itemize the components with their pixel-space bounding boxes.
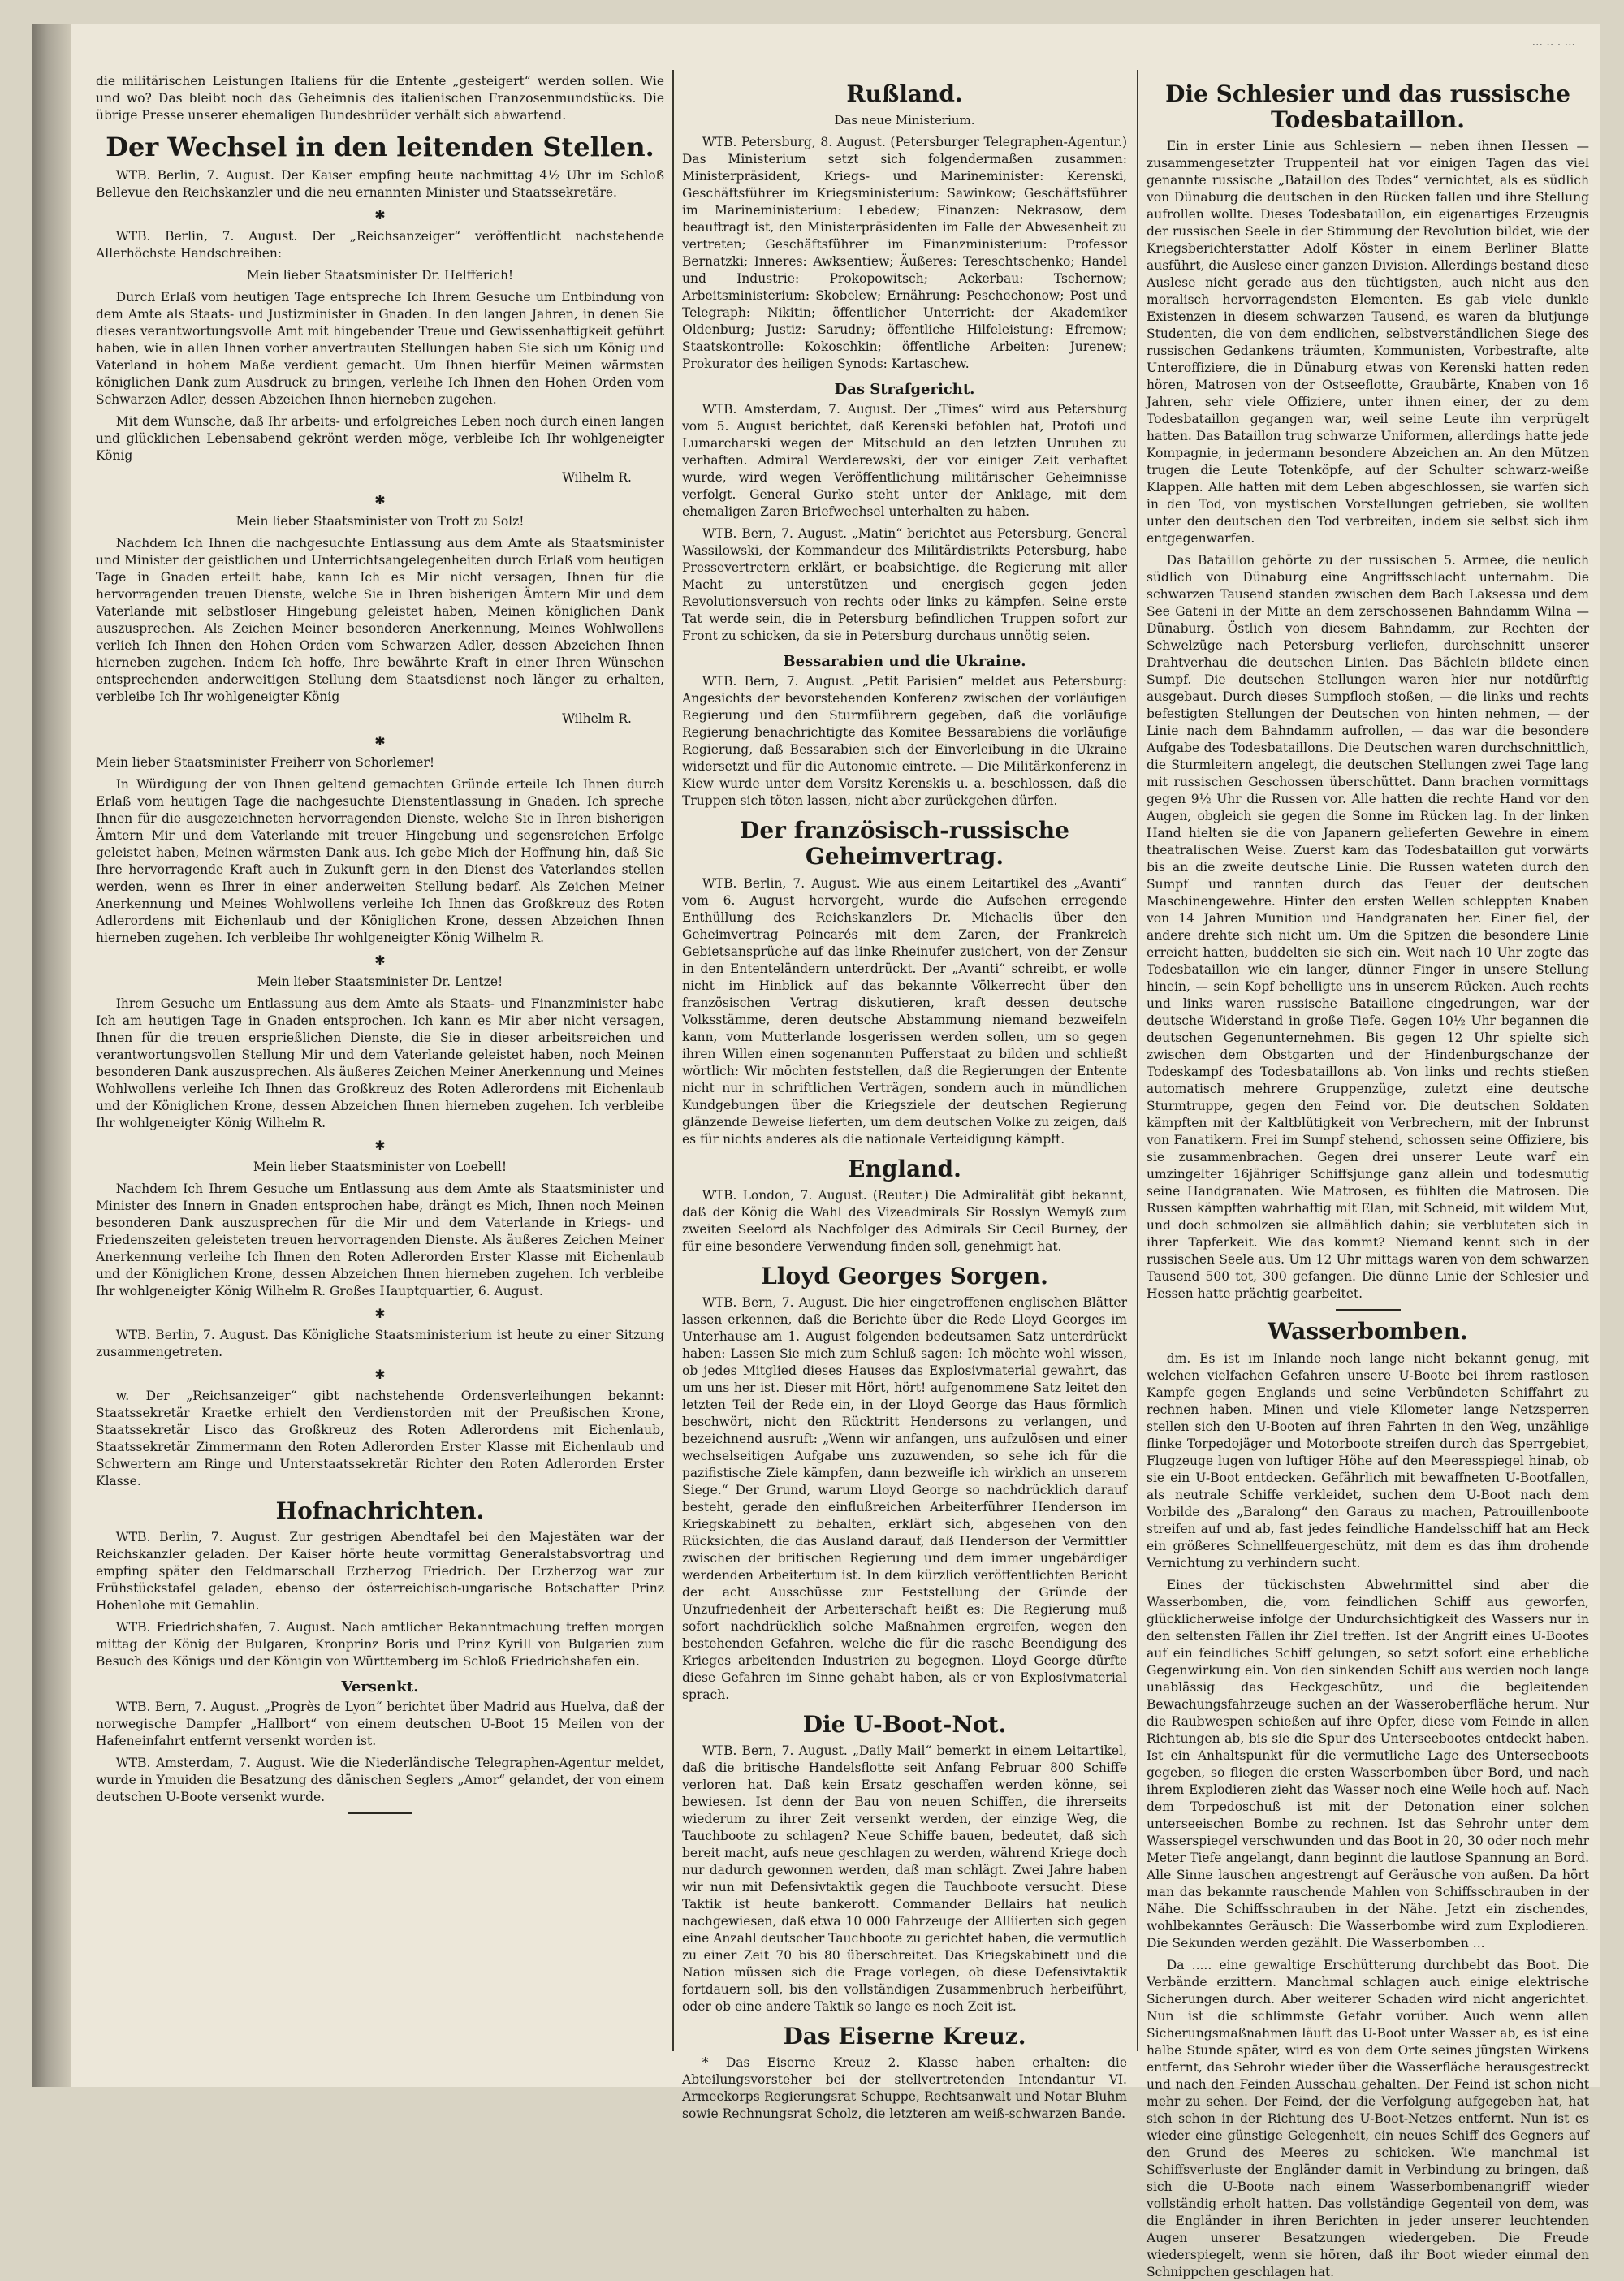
- article-paragraph: Ein in erster Linie aus Schlesiern — neben ihnen Hessen — zusammengesetzter Truppenteil hat vor einigen Tagen das viel genannte russische „Bataillon des Todes“ vernichtet, als es südlich von Dünaburg die deutschen in den Rücken fallen und ihre Stellung aufrollen wollte. Dieses Todesbataillon, ein eigenartiges Erzeugnis der russischen Seele in der Stimmung der Revolution bildet, wie der Kriegsberichterstatter Adolf Köster in einem Berliner Blatte ausführt, die Auslese einer ganzen Division. Allerdings bestand diese Auslese nicht gerade aus den tüchtigsten, auch nicht aus den moralisch hervorragendsten Elementen. Es gab viele dunkle Existenzen in diesem schwarzen Tausend, es waren da blutjunge Studenten, die von dem endlichen, selbstverständlichen Siege des russischen Gedankens träumten, Kommunisten, Vorbestrafte, alte Unteroffiziere, die in Dünaburg etwas von Kerenski hatten reden hören, Matrosen von der Ostseeflotte, Graubärte, Knaben von 16 Jahren, sehr viele Offiziere, unter ihnen einer, der zu dem Todesbataillon gegangen war, weil seine Leute ihn verprügelt hatten. Das Bataillon trug schwarze Uniformen, allerdings hatte jede Kompagnie, in jedermann besondere Abzeichen an. An den Mützen trugen die Leute Totenköpfe, auf der Schulter schwarz-weiße Klappen. Alle hatten mit dem Leben abgeschlossen, sie warfen sich in den Tod, von mystischen Vorstellungen getrieben, sie wollten unter den deutschen den Tod verbreiten, indem sie selbst sich ihm entgegenwarfen.: [1147, 139, 1589, 546]
- letter-text: In Würdigung der von Ihnen geltend gemachten Gründe erteile Ich Ihnen durch Erlaß vom heutigen Tage die nachgesuchte Dienstentlassung in Gnaden. Ich spreche Ihnen für die ausgezeichneten hervorragenden Dienste, welche Sie in Ihren bisherigen Ämtern Mir und dem Vaterlande mit treuer Hingebung und segensreichen Erfolge geleistet haben, Meinen wärmsten Dank aus. Ich gebe Mich der Hoffnung hin, daß Sie Ihre hervorragende Kraft auch in Zukunft gern in den Dienst des Vaterlandes stellen werden, wenn es Ihrer in einer anderweiten Stellung bedarf. Als Zeichen Meiner Anerkennung und Meines Wohlwollens verleihe Ich Ihnen das Großkreuz des Roten Adlerordens mit Eichenlaub und der Königlichen Krone, dessen Abzeichen Ihnen hierneben zugehen. Ich verbleibe Ihr wohlgeneigter König Wilhelm R.: [96, 776, 664, 945]
- column-right: [1147, 73, 1589, 2279]
- separator-star: ✱: [374, 732, 386, 749]
- signature: Wilhelm R.: [562, 469, 632, 485]
- page-mark: ... .. . ...: [1531, 36, 1575, 49]
- column-rule: [1137, 70, 1138, 2051]
- article-paragraph: WTB. Bern, 7. August. „Daily Mail“ bemerkt in einem Leitartikel, daß die britische Handelsflotte seit Anfang Februar 800 Schiffe verloren hat. Daß kein Ersatz geschaffen werden könne, sei bewiesen. Ist denn der Bau von neuen Schiffen, die ihrerseits wiederum zu ihrer Zeit versenkt werden, der einzige Weg, die Tauchboote zu schlagen? Neue Schiffe bauen, bedeutet, daß sich bereit macht, aufs neue geschlagen zu werden, während Kriege doch nur dadurch gewonnen werden, daß man schlägt. Zwei Jahre haben wir nun mit Defensivtaktik gegen die Tauchboote versucht. Diese Taktik ist heute bankerott. Commander Bellairs hat neulich nachgewiesen, daß etwa 10 000 Fahrzeuge der Alliierten sich gegen eine Anzahl deutscher Tauchboote zu gerichtet haben, die vermutlich zu einer Zeit 70 bis 80 überschreitet. Das Kriegskabinett und die Nation müssen sich die Frage vorlegen, ob diese Defensivtaktik fortdauern soll, bis den vollständigen Zusammenbruch herbeiführt, oder ob eine andere Taktik so lange es noch Zeit ist.: [682, 1743, 1127, 2015]
- headline-england: England.: [848, 1155, 961, 1182]
- binding-gutter: [32, 24, 71, 2087]
- headline-versenkt: Versenkt.: [341, 1678, 419, 1696]
- headline-hofnachrichten: Hofnachrichten.: [275, 1497, 485, 1524]
- letter-text: Mit dem Wunsche, daß Ihr arbeits- und erfolgreiches Leben noch durch einen langen und glücklichen Lebensabend gekrönt werden möge, verbleibe Ich Ihr wohlgeneigter König: [96, 413, 664, 463]
- column-rule: [672, 70, 674, 2051]
- letter-text: Nachdem Ich Ihrem Gesuche um Entlassung aus dem Amte als Staatsminister und Minister des Innern in Gnaden entsprochen habe, drängt es Mich, Ihnen noch Meinen besonderen Dank auszusprechen für die Mir und dem Vaterlande in Kriegs- und Friedenszeiten geleisteten treuen hervorragenden Dienste. Als äußeres Zeichen Meiner Anerkennung verleihe Ich Ihnen den Roten Adlerorden Erster Klasse mit Eichenlaub und der Königlichen Krone, dessen Abzeichen Ihnen hierneben zugehen. Ich verbleibe Ihr wohlgeneigter König Wilhelm R. Großes Hauptquartier, 6. August.: [96, 1181, 664, 1298]
- headline-russland: Rußland.: [846, 80, 963, 107]
- end-rule: [348, 1812, 412, 1814]
- article-paragraph: WTB. Petersburg, 8. August. (Petersburger Telegraphen-Agentur.) Das Ministerium setzt sich folgendermaßen zusammen: Ministerpräsident, Kriegs- und Marineminister: Kerenski, Geschäftsführer im Kriegsministerium: Sawinkow; Geschäftsführer im Marineministerium: Lebedew; Finanzen: Nekrasow, dem beauftragt ist, den Ministerpräsidenten im Falle der Abwesenheit zu vertreten; Geschäftsführer im Finanzministerium: Professor Bernatzki; Inneres: Awksentiew; Äußeres: Tereschtschenko; Handel und Industrie: Prokopowitsch; Ackerbau: Tschernow; Arbeitsministerium: Skobelew; Ernährung: Peschechonow; Post und Telegraph: Nikitin; öffentlicher Unterricht: der Akademiker Oldenburg; Justiz: Sarudny; öffentliche Hilfeleistung: Efremow; Staatskontrolle: Kokoschkin; öffentliche Arbeiten: Jurenew; Prokurator des heiligen Synods: Kartaschew.: [682, 135, 1127, 372]
- article-paragraph: WTB. Bern, 7. August. „Progrès de Lyon“ berichtet über Madrid aus Huelva, daß der norwegische Dampfer „Hallbort“ von einem deutschen U-Boot 15 Meilen von der Hafeneinfahrt entfernt versenkt worden ist.: [96, 1699, 664, 1748]
- separator-star: ✱: [374, 1366, 386, 1382]
- article-paragraph: WTB. Berlin, 7. August. Wie aus einem Leitartikel des „Avanti“ vom 6. August hervorgeht, wurde die Aufsehen erregende Enthüllung des Reichskanzlers Dr. Michaelis über den Geheimvertrag Poincarés mit dem Zaren, der Frankreich Gebietsansprüche auf das linke Rheinufer zusichert, von der Zensur in den Ententeländern unterdrückt. Der „Avanti“ schreibt, er wolle nicht im Hinblick auf das bekannte Völkerrecht über den französischen Vertrag diskutieren, kraft dessen deutsche Volksstämme, deren deutsche Abstammung niemand bezweifeln kann, vom Mutterlande losgerissen werden sollen, um so gegen ihren Willen einen sogenannten Pufferstaat zu bilden und schließt wörtlich: Wir möchten feststellen, daß die Regierungen der Entente nicht nur in schriftlichen Verträgen, sondern auch in mündlichen Kundgebungen über die Kriegsziele der deutschen Regierung glänzende Beweise lieferten, um dem deutschen Volke zu zeigen, daß es für nichts anderes als die nationale Verteidigung kämpft.: [682, 875, 1127, 1147]
- article-paragraph: w. Der „Reichsanzeiger“ gibt nachstehende Ordensverleihungen bekannt: Staatssekretär Kraetke erhielt den Verdienstorden mit der Preußischen Krone, Staatssekretär Lisco das Großkreuz des Roten Adlerordens mit Eichenlaub, Staatssekretär Zimmermann den Roten Adlerorden Erster Klasse mit Eichenlaub und Schwertern am Ringe und Unterstaatssekretär Richter den Roten Adlerorden Erster Klasse.: [96, 1388, 664, 1488]
- article-paragraph: Eines der tückischsten Abwehrmittel sind aber die Wasserbomben, die, vom feindlichen Schiff aus geworfen, glücklicherweise infolge der Undurchsichtigkeit des Wassers nur in den seltensten Fällen ihr Ziel treffen. Ist der Angriff eines U-Bootes auf ein feindliches Schiff gelungen, so setzt sofort eine erhebliche Gegenwirkung ein. Von den sinkenden Schiff aus werden noch lange unablässig das Heckgeschütz, und die begleitenden Bewachungsfahrzeuge suchen an der Wasseroberfläche herum. Nur die Raubwespen schießen auf ihre Opfer, diese vom Feinde in allen Richtungen ab, bis sie die Spur des Unterseebootes entdeckt haben. Ist ein Anhaltspunkt für die vermutliche Lage des Unterseeboots gegeben, so fliegen die ersten Wasserbomben über Bord, und nach ihrem Explodieren zieht das Wasser noch eine Weile hoch auf. Nach dem Torpedoschuß ist mit der Detonation einer solchen unterseeischen Bombe zu rechnen. Ist das Sehrohr unter dem Wasserspiegel verschwunden und das Boot in 20, 30 oder noch mehr Meter Tiefe angelangt, dann beginnt die lautlose Spannung an Bord. Alle Sinne lauschen angestrengt auf Geräusche von außen. Da hört man das bekannte rauschende Mahlen von Schiffsschrauben in der Nähe. Die Schiffsschrauben in der Nähe. Jetzt ein zischendes, wohlbekanntes Geräusch: Die Wasserbombe wird zum Explodieren. Die Sekunden werden gezählt. Die Wasserbomben ...: [1147, 1577, 1589, 1951]
- article-paragraph: WTB. Berlin, 7. August. Das Königliche Staatsministerium ist heute zu einer Sitzung zusammengetreten.: [96, 1327, 664, 1359]
- article-paragraph: dm. Es ist im Inlande noch lange nicht bekannt genug, mit welchen vielfachen Gefahren unsere U-Boote bei ihrem rastlosen Kampfe gegen Englands und seine Verbündeten Schiffahrt zu rechnen haben. Minen und viele Kilometer lange Netzsperren stellen sich den U-Booten auf ihren Fahrten in den Weg, unzählige flinke Torpedojäger und Motorboote streifen durch das Sperrgebiet, Flugzeuge lugen von luftiger Höhe auf den Meeresspiegel hinab, ob sie ein U-Boot entdecken. Gefährlich mit bewaffneten U-Bootfallen, als neutrale Schiffe verkleidet, suchen dem U-Boot nach dem Vorbilde des „Baralong“ den Garaus zu machen, Patrouillenboote streifen auf und ab, fast jedes feindliche Handelsschiff hat am Heck ein größeres Schnellfeuergeschütz, mit dem es das ihm drohende Vernichtung zu verhindern sucht.: [1147, 1350, 1589, 1570]
- column-middle: [682, 73, 1127, 2122]
- article-paragraph: WTB. Bern, 7. August. „Petit Parisien“ meldet aus Petersburg: Angesichts der bevorstehenden Konferenz zwischen der vorläufigen Regierung und den Sturmführern gegeben, daß die vorläufige Regierung benachrichtigte das Komitee Bessarabiens die vorläufige Regierung, daß Bessarabien sich der Einverleibung in die Ukraine widersetzt und für die Autonomie eintrete. — Die Militärkonferenz in Kiew wurde unter dem Vorsitz Kerenskis u. a. beschlossen, daß die Truppen sich töten lassen, nicht aber zurückgehen dürfen.: [682, 674, 1127, 809]
- article-paragraph: WTB. Bern, 7. August. „Matin“ berichtet aus Petersburg, General Wassilowski, der Kommandeur des Militärdistrikts Petersburg, habe Pressevertretern erklärt, er beabsichtige, die Regierung mit aller Macht zu unterstützen und energisch gegen jeden Revolutionsversuch von rechts oder links zu kämpfen. Seine erste Tat werde sein, die in Petersburg befindlichen Truppen sofort zur Front zu schicken, da sie in Petersburg durchaus unnötig seien.: [682, 526, 1127, 644]
- subheadline-strafgericht: Das Strafgericht.: [834, 381, 975, 399]
- subheadline-bessarabien: Bessarabien und die Ukraine.: [783, 653, 1026, 671]
- separator-star: ✱: [374, 952, 386, 968]
- article-paragraph: WTB. Berlin, 7. August. Der „Reichsanzeiger“ veröffentlicht nachstehende Allerhöchste Handschreiben:: [96, 228, 664, 261]
- article-paragraph: WTB. London, 7. August. (Reuter.) Die Admiralität gibt bekannt, daß der König die Wahl des Vizeadmirals Sir Rosslyn Wemyß zum zweiten Seelord als Nachfolger des Admirals Sir Cecil Burney, der für eine besondere Verwendung finden soll, genehmigt hat.: [682, 1187, 1127, 1254]
- separator-star: ✱: [374, 1305, 386, 1321]
- article-paragraph: WTB. Friedrichshafen, 7. August. Nach amtlicher Bekanntmachung treffen morgen mittag der König der Bulgaren, Kronprinz Boris und Prinz Kyrill von Bulgarien zum Besuch des Königs und der Königin von Württemberg im Schloß Friedrichshafen ein.: [96, 1619, 664, 1669]
- headline-eisernes-kreuz: Das Eiserne Kreuz.: [783, 2023, 1026, 2050]
- letter-address: Mein lieber Staatsminister Dr. Lentze!: [257, 974, 503, 989]
- newspaper-page: [32, 24, 1600, 2279]
- separator-star: ✱: [374, 491, 386, 508]
- headline-geheimvertrag: Der französisch-russische Geheimvertrag.: [740, 817, 1069, 870]
- section-rule: [1336, 1309, 1401, 1311]
- article-paragraph: WTB. Berlin, 7. August. Zur gestrigen Abendtafel bei den Majestäten war der Reichskanzler geladen. Der Kaiser hörte heute vormittag Generalstabsvortrag und empfing später den Feldmarschall Erzherzog Friedrich. Der Erzherzog war zur Frühstückstafel geladen, ebenso der österreichisch-ungarische Botschafter Prinz Hohenlohe mit Gemahlin.: [96, 1529, 664, 1613]
- headline-wechsel: Der Wechsel in den leitenden Stellen.: [106, 132, 654, 162]
- letter-text: Durch Erlaß vom heutigen Tage entspreche Ich Ihrem Gesuche um Entbindung von dem Amte als Staats- und Justizminister in Gnaden. In den langen Jahren, in denen Sie dieses verantwortungsvolle Amt mit hingebender Treue und Gewissenhaftigkeit geführt haben, wie in allen Ihnen vorher anvertrauten Stellungen haben Sie sich um König und Vaterland in hohem Maße verdient gemacht. Um Ihnen hierfür Meinen wärmsten königlichen Dank zum Ausdruck zu bringen, verleihe Ich Ihnen den Hohen Orden vom Schwarzen Adler, dessen Abzeichen Ihnen hierneben zugehen.: [96, 289, 664, 407]
- headline-wasserbomben: Wasserbomben.: [1268, 1318, 1468, 1346]
- letter-address: Mein lieber Staatsminister von Trott zu Solz!: [235, 513, 525, 529]
- letter-text: Nachdem Ich Ihnen die nachgesuchte Entlassung aus dem Amte als Staatsminister und Minister der geistlichen und Unterrichtsangelegenheiten durch Erlaß vom heutigen Tage in Gnaden erteilt habe, kann Ich es Mir nicht versagen, Ihnen für die hervorragenden treuen Dienste, welche Sie in Ihren bisherigen Ämtern Mir und dem Vaterlande mit selbstloser Hingebung geleistet haben, Meinen königlichen Dank auszusprechen. Als Zeichen Meiner besonderen Anerkennung, Meines Wohlwollens verlieh Ich Ihnen den Hohen Orden vom Schwarzen Adler, dessen Abzeichen Ihnen hierneben zugehen. Indem Ich hoffe, Ihre bewährte Kraft in einer Ihren Wünschen entsprechenden anderweitigen Stellung dem Staatsdienst noch länger zu erhalten, verbleibe Ich Ihr wohlgeneigter König: [96, 535, 664, 704]
- article-paragraph: Da ..... eine gewaltige Erschütterung durchbebt das Boot. Die Verbände erzittern. Manchmal schlagen auch einige elektrische Sicherungen durch. Aber weiterer Schaden wird nicht angerichtet. Nun ist die schlimmste Gefahr vorüber. Auch wenn allen Sicherungsmaßnahmen läuft das U-Boot unter Wasser ab, es ist eine halbe Stunde später, wird es von dem Orte seines jüngsten Wirkens entfernt, das Sehrohr wieder über die Wasserfläche herausgestreckt und nach den Feinden Ausschau gehalten. Der Feind ist schon nicht mehr zu sehen. Der Feind, der die Verfolgung aufgegeben hat, hat sich schon in der Richtung des U-Boot-Netzes entfernt. Nun ist es wieder eine günstige Gelegenheit, ein neues Schiff des Gegners auf den Grund des Meeres zu schicken. Wie manchmal ist Schiffsverluste der Engländer damit in Verbindung zu bringen, daß sich die U-Boote nach einem Wasserbombenangriff wieder vollständig erholt hatten. Das vollständige Gegenteil von dem, was die Engländer in ihren Berichten in jeder unserer leuchtenden Augen unserer Besatzungen wiedergeben. Die Freude wiederspiegelt, wenn sie hören, daß ihr Boot wieder einmal den Schnippchen geschlagen hat.: [1147, 1957, 1589, 2279]
- article-paragraph: WTB. Amsterdam, 7. August. Der „Times“ wird aus Petersburg vom 5. August berichtet, daß Kerenski befohlen hat, Protofi und Lumarcharski wegen der Mitschuld an den letzten Unruhen zu verhaften. Admiral Werderewski, der vor einiger Zeit verhaftet wurde, wird wegen Veröffentlichung militärischer Geheimnisse verfolgt. General Gurko steht unter der Anklage, mit dem ehemaligen Zaren Briefwechsel unterhalten zu haben.: [682, 402, 1127, 520]
- article-paragraph: WTB. Bern, 7. August. Die hier eingetroffenen englischen Blätter lassen erkennen, daß die Berichte über die Rede Lloyd Georges im Unterhause am 1. August folgenden bedeutsamen Satz unterdrückt haben: Lassen Sie mich zum Schluß sagen: Ich möchte wohl wissen, ob jedes Mitglied dieses Hauses das Explosivmaterial gewahrt, das um uns her ist. Dieser mit Hört, hört! aufgenommene Satz leitet den letzten Teil der Rede ein, in der Lloyd George das Haus förmlich beschwört, nicht den Rücktritt Hendersons zu verlangen, und bezeichnend ausruft: „Wenn wir anfangen, uns aufzulösen und einer wechselseitigen Aufgabe uns zuzuwenden, so sehe ich für die pazifistische Ziele kämpfen, dann bezweifle ich wirklich an unserem Siege.“ Der Grund, warum Lloyd George so nachdrücklich darauf besteht, gerade den einflußreichen Arbeiterführer Henderson im Kriegskabinett zu behalten, erklärt sich, abgesehen von den Rücksichten, die das Ausland darauf, daß Henderson der Vermittler zwischen der britischen Regierung und dem immer ungebärdiger werdenden Arbeitertum ist. In dem kürzlich veröffentlichten Bericht der acht Ausschüsse zur Feststellung der Gründe der Unzufriedenheit der Arbeiterschaft heißt es: Die Regierung muß sofort nachdrücklich solche Maßnahmen ergreifen, wegen den bestehenden Gefahren, welche die für die rasche Beendigung des Krieges arbeitenden Industrien zu begegnen. Lloyd George dürfte diese Gefahren im Sinne gehabt haben, als er von Explosivmaterial sprach.: [682, 1294, 1127, 1702]
- column-left: [96, 73, 664, 2071]
- letter-address: Mein lieber Staatsminister Freiherr von Schorlemer!: [96, 754, 435, 770]
- article-paragraph: * Das Eiserne Kreuz 2. Klasse haben erhalten: die Abteilungsvorsteher bei der stellvertretenden Intendantur VI. Armeekorps Regierungsrat Schuppe, Rechtsanwalt und Notar Bluhm sowie Rechnungsrat Scholz, die letzteren am weiß-schwarzen Bande.: [682, 2055, 1127, 2122]
- article-paragraph: Das Bataillon gehörte zu der russischen 5. Armee, die neulich südlich von Dünaburg eine Angriffsschlacht unternahm. Die schwarzen Tausend standen zwischen dem Bach Laksessa und dem See Gateni in der Mitte an dem zerschossenen Bahndamm Wilna — Dünaburg. Östlich von diesem Bahndamm, zur Rechten der Schwelzüge nach Petersburg verliefen, durchschnitt unserer Drahtverhau die deutschen Linien. Das Bächlein bildete einen Sumpf. Die deutschen Stellungen waren hier nur notdürftig ausgebaut. Durch dieses Sumpfloch stoßen, — die links und rechts befestigten Stellungen der Deutschen von hinten nehmen, — der Linie nach dem Bahndamm aufrollen, — das war die besondere Aufgabe des Todesbataillons. Die Deutschen waren durchschnittlich, die Sturmleitern angelegt, die deutschen Stellungen zwei Tage lang mit russischen Geschossen überschüttet. Dann brachen vormittags gegen 9½ Uhr die Russen vor. Alle hatten die rechte Hand vor den Augen, obgleich sie gegen die Sonne im Rücken lag. In der linken Hand hielten sie die von Japanern gelieferten Gewehre in einem theatralischen Weise. Zuerst kam das Todesbataillon gut vorwärts bis an die zweite deutsche Linie. Die Russen wateten durch den Sumpf und rannten durch das Feuer der deutschen Maschinengewehre. Hinter den ersten Wellen schleppten Knaben von 14 Jahren Munition und Handgranaten her. Einer fiel, der andere drehte sich nicht um. Um die Spitzen die besondere Linie erreicht hatten, buddelten sie sich ein. Weit nach 10 Uhr zogte das Todesbataillon wie ein langer, dünner Finger in unsere Stellung hinein, — sein Kopf behelligte uns in unserem Rücken. Auch rechts und links waren russische Bataillone eingedrungen, war der deutsche Widerstand in große Tiefe. Gegen 10½ Uhr begannen die deutschen Gegenunternehmen. Bis gegen 12 Uhr spielte sich zwischen dem Obstgarten und der Hindenburgschanze der Todeskampf des Todesbataillons ab. Von links und rechts stießen automatisch mehrere Gruppenzüge, zuletzt eine deutsche Sturmtruppe, gegen den Feind vor. Die deutschen Soldaten kämpften mit der Kaltblütigkeit von Verbrechern, mit der Inbrunst von Fanatikern. Frei im Sumpf stehend, schossen seine Offiziere, bis sie zusammenbrachen. Gegen drei unserer Leute warf ein umzingelter 16jähriger Schiffsjunge ganz allein und todesmutig seine Handgranaten. Wie Matrosen, es fühlten die Matrosen. Die Russen kämpften wahrhaftig mit Elan, mit Schneid, mit wildem Mut, und doch schmolzen sie allmählich dahin; sie verbluteten sich in ihrer Tapferkeit. Wie das kommt? Niemand kennt sich in der russischen Seele aus. Um 12 Uhr mittags waren von dem schwarzen Tausend 500 tot, 300 gefangen. Die dünne Linie der Schlesier und Hessen hatte prächtig gearbeitet.: [1147, 553, 1589, 1302]
- letter-text: Ihrem Gesuche um Entlassung aus dem Amte als Staats- und Finanzminister habe Ich am heutigen Tage in Gnaden entsprochen. Ich kann es Mir aber nicht versagen, Ihnen für die treuen ersprießlichen Dienste, die Sie in dieser arbeitsreichen und verantwortungsvollen Stellung Mir und dem Vaterlande geleistet haben, noch Meinen besonderen Dank auszusprechen. Als äußeres Zeichen Meiner Anerkennung und Meines Wohlwollens verleihe Ich Ihnen das Großkreuz des Roten Adlerordens mit Eichenlaub und der Königlichen Krone, dessen Abzeichen Ihnen hierneben zugehen. Ich verbleibe Ihr wohlgeneigter König Wilhelm R.: [96, 996, 664, 1130]
- article-paragraph: WTB. Berlin, 7. August. Der Kaiser empfing heute nachmittag 4½ Uhr im Schloß Bellevue den Reichskanzler und die neu ernannten Minister und Staatssekretäre.: [96, 167, 664, 200]
- separator-star: ✱: [374, 1137, 386, 1153]
- signature: Wilhelm R.: [562, 711, 632, 726]
- headline-lloyd-george: Lloyd Georges Sorgen.: [761, 1262, 1048, 1290]
- letter-address: Mein lieber Staatsminister Dr. Helfferich!: [246, 267, 514, 283]
- article-paragraph: WTB. Amsterdam, 7. August. Wie die Niederländische Telegraphen-Agentur meldet, wurde in Ymuiden die Besatzung des dänischen Seglers „Amor“ gelandet, der von einem deutschen U-Boote versenkt wurde.: [96, 1755, 664, 1804]
- subheadline: Das neue Ministerium.: [834, 113, 975, 128]
- headline-todesbataillon: Die Schlesier und das russische Todesbataillon.: [1165, 80, 1570, 134]
- intro-paragraph: die militärischen Leistungen Italiens für die Entente „gesteigert“ werden sollen. Wie und wo? Das bleibt noch das Geheimnis des italienischen Franzosenmundstücks. Die übrige Presse unserer ehemaligen Bundesbrüder verhält sich abwartend.: [96, 74, 664, 123]
- separator-star: ✱: [374, 206, 386, 222]
- headline-uboot-not: Die U-Boot-Not.: [802, 1710, 1007, 1738]
- letter-address: Mein lieber Staatsminister von Loebell!: [253, 1159, 508, 1174]
